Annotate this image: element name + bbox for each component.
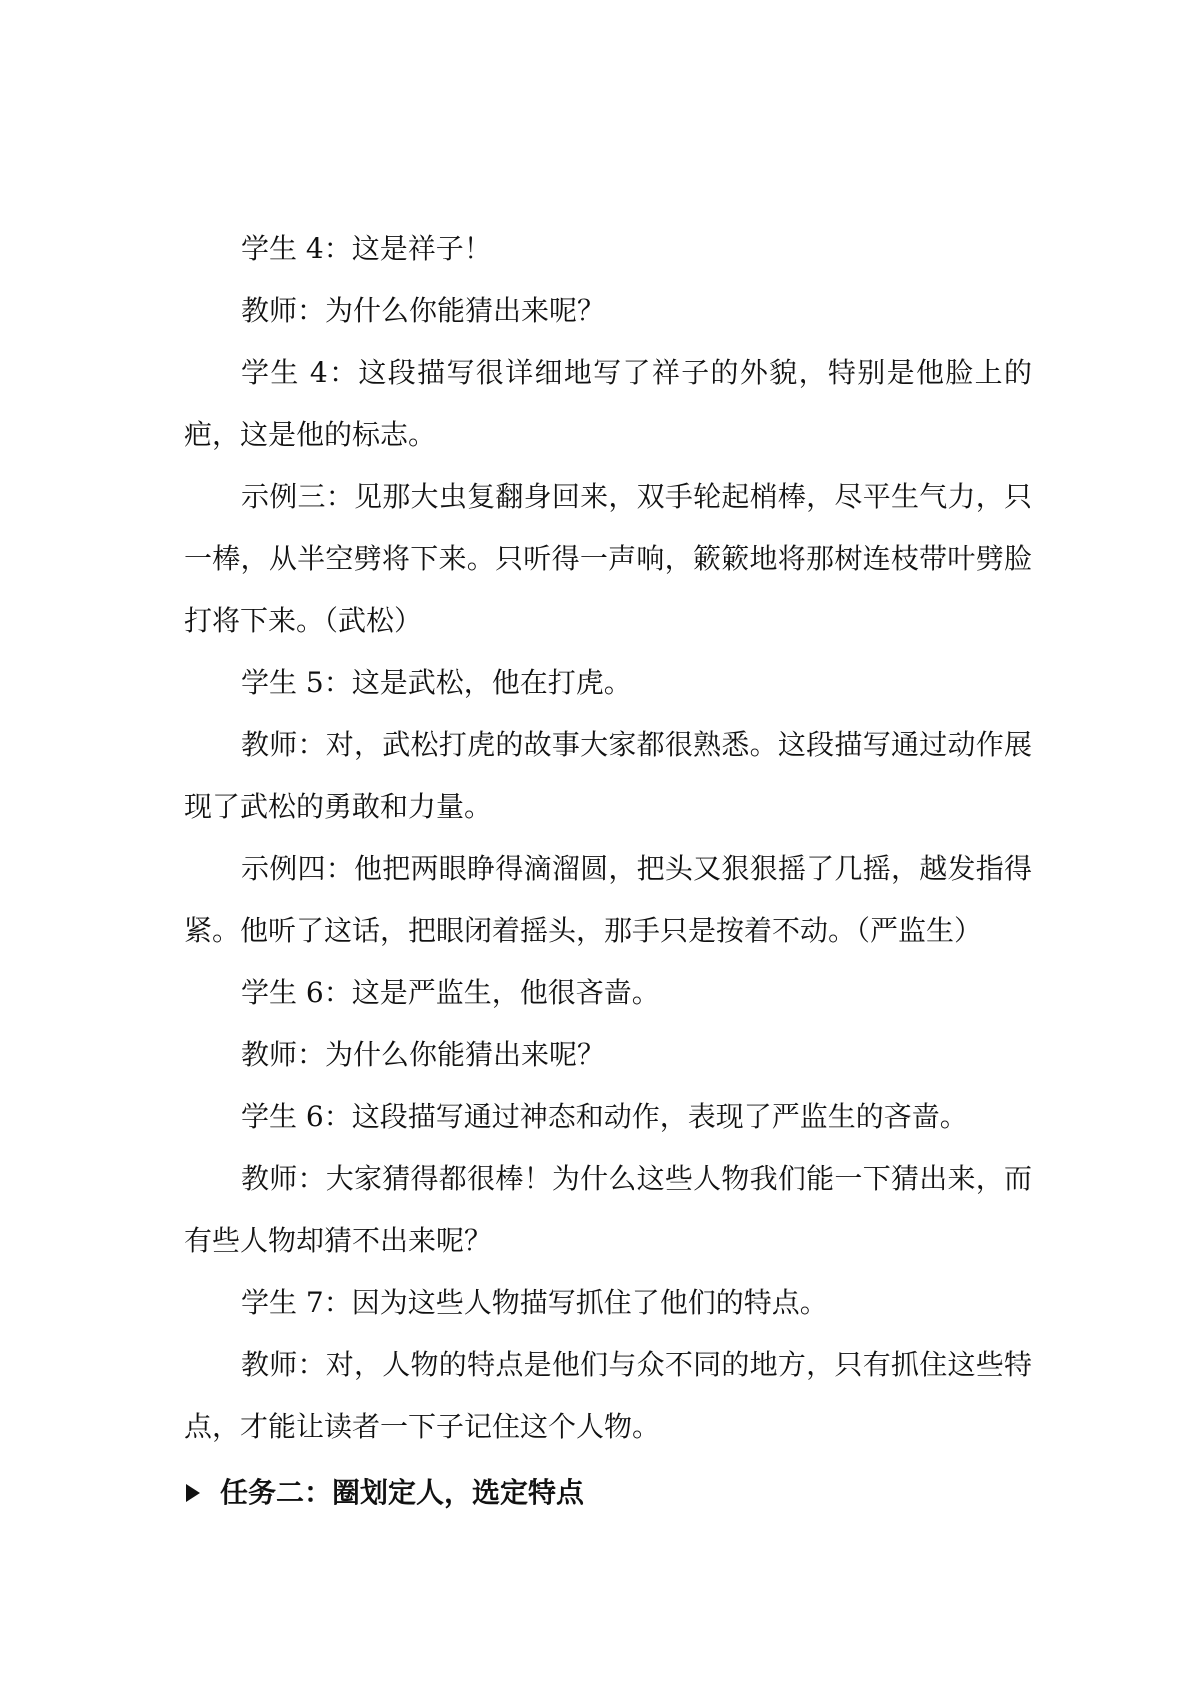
paragraph-student7-answer: 学生 7：因为这些人物描写抓住了他们的特点。 xyxy=(241,1286,828,1319)
paragraph-teacher-question: 教师：为什么你能猜出来呢？ xyxy=(241,294,606,327)
paragraph-teacher-question-2: 教师：为什么你能猜出来呢？ xyxy=(241,1038,606,1071)
arrowhead-bullet-icon xyxy=(186,1484,200,1502)
paragraph-example-three: 示例三：见那大虫复翻身回来，双手轮起梢棒，尽平生气力，只一棒，从半空劈将下来。只听得一声响，簌簌地将那树连枝带叶劈脸打将下来。（武松） xyxy=(184,480,1032,637)
paragraph-student6-answer: 学生 6：这是严监生，他很吝啬。 xyxy=(241,976,660,1009)
paragraph-teacher-summary: 教师：对，人物的特点是他们与众不同的地方，只有抓住这些特点，才能让读者一下子记住这个人物。 xyxy=(184,1348,1032,1443)
task-heading xyxy=(184,1462,1032,1524)
paragraph-student4-explain: 学生 4：这段描写很详细地写了祥子的外貌，特别是他脸上的疤，这是他的标志。 xyxy=(184,356,1032,451)
paragraph-teacher-praise: 教师：大家猜得都很棒！为什么这些人物我们能一下猜出来，而有些人物却猜不出来呢？ xyxy=(184,1162,1032,1257)
paragraph-student5-answer: 学生 5：这是武松，他在打虎。 xyxy=(241,666,632,699)
paragraph-teacher-comment: 教师：对，武松打虎的故事大家都很熟悉。这段描写通过动作展现了武松的勇敢和力量。 xyxy=(184,728,1032,823)
paragraph-student4-answer: 学生 4：这是祥子！ xyxy=(241,232,492,265)
paragraph-example-four: 示例四：他把两眼睁得滴溜圆，把头又狠狠摇了几摇，越发指得紧。他听了这话，把眼闭着摇头，那手只是按着不动。（严监生） xyxy=(184,852,1032,947)
document-page xyxy=(184,218,1032,1524)
task-heading-text: 任务二：圈划定人，选定特点 xyxy=(220,1476,585,1509)
paragraph-student6-explain: 学生 6：这段描写通过神态和动作，表现了严监生的吝啬。 xyxy=(241,1100,968,1133)
